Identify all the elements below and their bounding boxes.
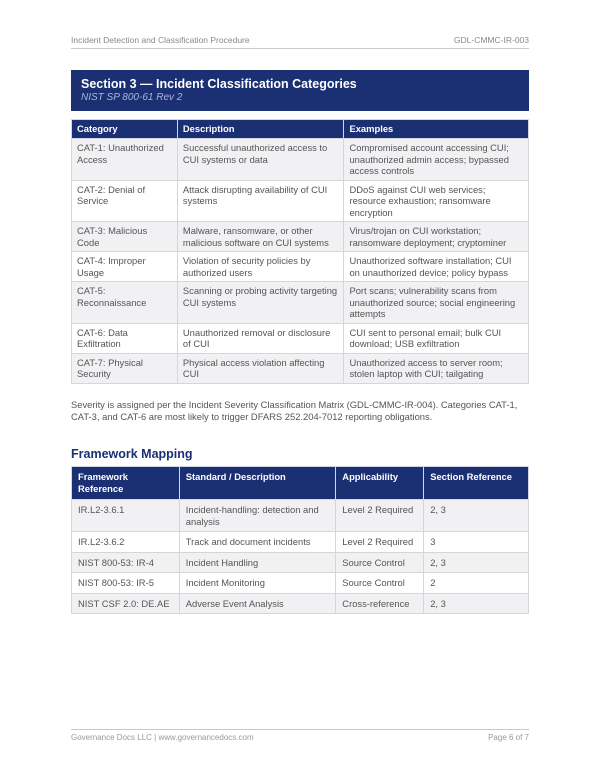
- table-cell: Violation of security policies by authorized users: [177, 252, 344, 282]
- table-row: [72, 593, 529, 614]
- table-row: [72, 282, 529, 324]
- classification-table: [71, 119, 529, 384]
- column-header: Examples: [344, 120, 529, 139]
- table-cell: Track and document incidents: [179, 532, 336, 553]
- table-cell: IR.L2-3.6.2: [72, 532, 180, 553]
- footer-divider: [71, 729, 529, 730]
- table-cell: 2, 3: [424, 500, 529, 532]
- company-info: Governance Docs LLC | www.governancedocs.com: [71, 733, 254, 742]
- table-row: [72, 500, 529, 532]
- section-title: Section 3 — Incident Classification Categories: [81, 77, 357, 91]
- document-id: GDL-CMMC-IR-003: [453, 35, 529, 45]
- table-row: [72, 323, 529, 353]
- framework-heading: Framework Mapping: [71, 447, 193, 461]
- table-row: [72, 573, 529, 594]
- table-row: [72, 532, 529, 553]
- table-cell: Level 2 Required: [336, 532, 424, 553]
- column-header: Description: [177, 120, 344, 139]
- table-cell: CAT-7: Physical Security: [72, 353, 178, 383]
- table-row: [72, 252, 529, 282]
- table-cell: 2, 3: [424, 593, 529, 614]
- section-banner: [71, 70, 529, 111]
- table-cell: Physical access violation affecting CUI: [177, 353, 344, 383]
- table-cell: Incident-handling: detection and analysis: [179, 500, 336, 532]
- table-cell: Compromised account accessing CUI; unauthorized admin access; bypassed access controls: [344, 139, 529, 181]
- table-cell: Virus/trojan on CUI workstation; ransomware deployment; cryptominer: [344, 222, 529, 252]
- table-cell: Scanning or probing activity targeting CUI systems: [177, 282, 344, 324]
- table-cell: Source Control: [336, 552, 424, 573]
- table-cell: Unauthorized removal or disclosure of CUI: [177, 323, 344, 353]
- table-cell: NIST 800-53: IR-5: [72, 573, 180, 594]
- column-header: Applicability: [336, 467, 424, 500]
- table-cell: 2: [424, 573, 529, 594]
- page-number: Page 6 of 7: [488, 733, 529, 742]
- document-title: Incident Detection and Classification Procedure: [71, 35, 250, 45]
- table-cell: Port scans; vulnerability scans from unauthorized source; social engineering attempts: [344, 282, 529, 324]
- table-cell: Attack disrupting availability of CUI systems: [177, 180, 344, 222]
- table-row: [72, 222, 529, 252]
- table-cell: Incident Monitoring: [179, 573, 336, 594]
- table-cell: IR.L2-3.6.1: [72, 500, 180, 532]
- severity-note: Severity is assigned per the Incident Severity Classification Matrix (GDL-CMMC-IR-004). Categories CAT-1, CAT-3, and CAT-6 are most likely to trigger DFARS 252.204-7012 reporting obligations.: [71, 399, 518, 422]
- framework-table: [71, 466, 529, 614]
- table-row: [72, 552, 529, 573]
- table-cell: Unauthorized access to server room; stolen laptop with CUI; tailgating: [344, 353, 529, 383]
- page-footer: [71, 733, 529, 745]
- table-header-row: [72, 120, 529, 139]
- page-header: [71, 35, 529, 47]
- table-cell: Cross-reference: [336, 593, 424, 614]
- column-header: Standard / Description: [179, 467, 336, 500]
- table-cell: Incident Handling: [179, 552, 336, 573]
- column-header: Section Reference: [424, 467, 529, 500]
- table-cell: Adverse Event Analysis: [179, 593, 336, 614]
- table-cell: CAT-5: Reconnaissance: [72, 282, 178, 324]
- column-header: Framework Reference: [72, 467, 180, 500]
- table-row: [72, 139, 529, 181]
- header-divider: [71, 48, 529, 49]
- section-subtitle: NIST SP 800-61 Rev 2: [81, 92, 183, 103]
- table-cell: CAT-1: Unauthorized Access: [72, 139, 178, 181]
- table-cell: NIST CSF 2.0: DE.AE: [72, 593, 180, 614]
- column-header: Category: [72, 120, 178, 139]
- table-cell: NIST 800-53: IR-4: [72, 552, 180, 573]
- table-cell: Unauthorized software installation; CUI on unauthorized device; policy bypass: [344, 252, 529, 282]
- table-cell: Malware, ransomware, or other malicious software on CUI systems: [177, 222, 344, 252]
- table-cell: 2, 3: [424, 552, 529, 573]
- table-cell: CUI sent to personal email; bulk CUI download; USB exfiltration: [344, 323, 529, 353]
- table-cell: DDoS against CUI web services; resource exhaustion; ransomware encryption: [344, 180, 529, 222]
- table-cell: Source Control: [336, 573, 424, 594]
- table-header-row: [72, 467, 529, 500]
- table-cell: CAT-3: Malicious Code: [72, 222, 178, 252]
- table-cell: CAT-4: Improper Usage: [72, 252, 178, 282]
- table-cell: Successful unauthorized access to CUI systems or data: [177, 139, 344, 181]
- table-cell: CAT-2: Denial of Service: [72, 180, 178, 222]
- table-row: [72, 353, 529, 383]
- table-cell: 3: [424, 532, 529, 553]
- table-cell: Level 2 Required: [336, 500, 424, 532]
- table-row: [72, 180, 529, 222]
- table-cell: CAT-6: Data Exfiltration: [72, 323, 178, 353]
